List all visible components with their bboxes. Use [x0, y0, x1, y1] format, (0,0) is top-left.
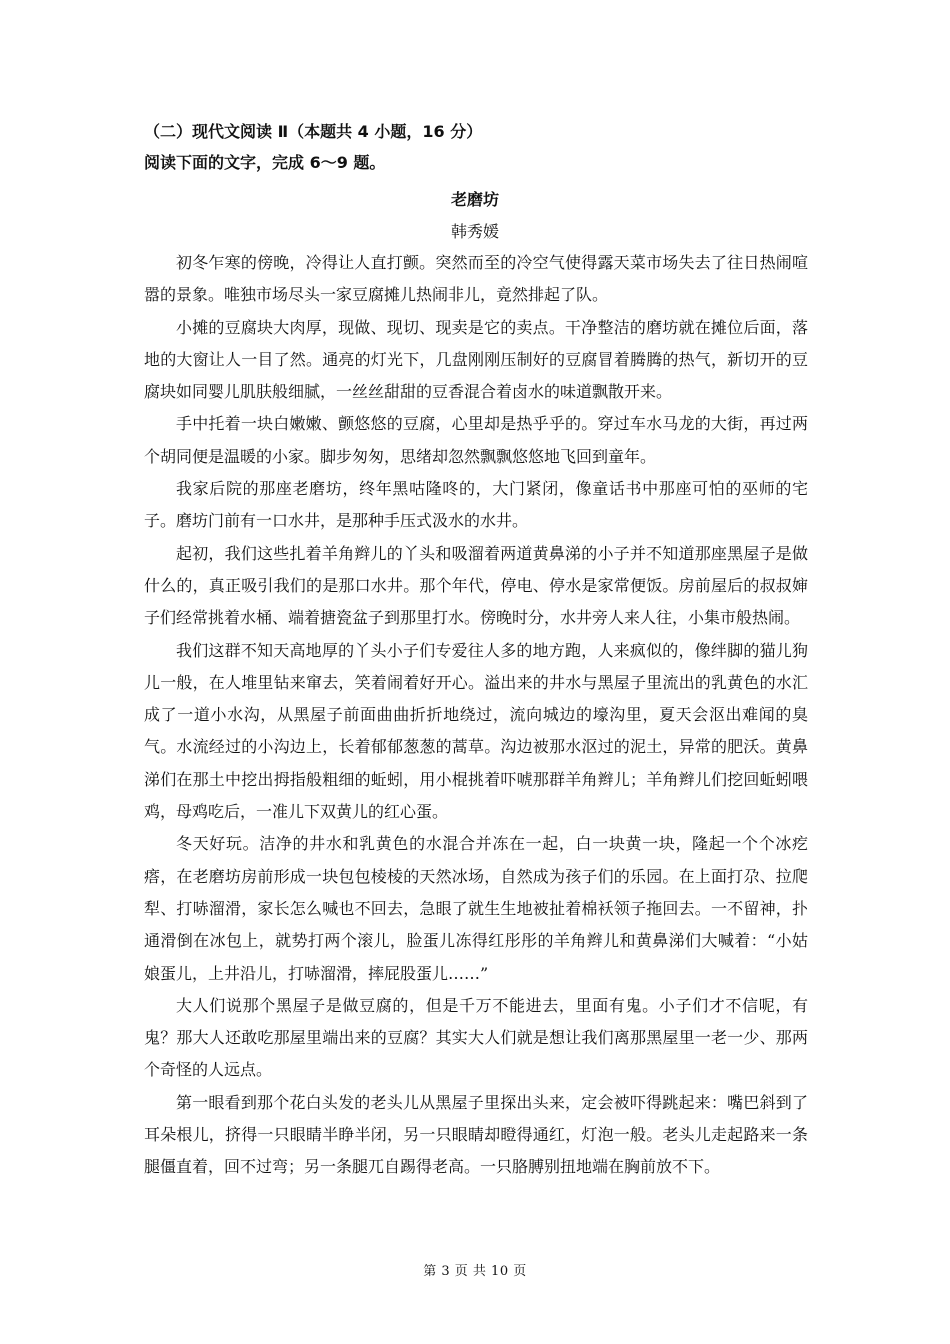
article-paragraph: 我家后院的那座老磨坊，终年黑咕隆咚的，大门紧闭，像童话书中那座可怕的巫师的宅子。磨坊门前有一口水井，是那种手压式汲水的水井。 — [144, 479, 808, 531]
article-title: 老磨坊 — [450, 190, 499, 209]
article-paragraph: 小摊的豆腐块大肉厚，现做、现切、现卖是它的卖点。干净整洁的磨坊就在摊位后面，落地的大窗让人一目了然。通亮的灯光下，几盘刚刚压制好的豆腐冒着腾腾的热气，新切开的豆腐块如同婴儿肌肤般细腻，一丝丝甜甜的豆香混合着卤水的味道飘散开来。 — [144, 317, 808, 402]
article-paragraph: 初冬乍寒的傍晚，冷得让人直打颤。突然而至的冷空气使得露天菜市场失去了往日热闹喧嚣的景象。唯独市场尽头一家豆腐摊儿热闹非儿，竟然排起了队。 — [144, 253, 808, 305]
article-author: 韩秀媛 — [450, 222, 499, 241]
article-paragraph: 第一眼看到那个花白头发的老头儿从黑屋子里探出头来，定会被吓得跳起来：嘴巴斜到了耳朵根儿，挤得一只眼睛半睁半闭，另一只眼睛却瞪得通红，灯泡一般。老头儿走起路来一条腿僵直着，回不过弯；另一条腿兀自踢得老高。一只胳膊别扭地端在胸前放不下。 — [144, 1092, 808, 1177]
article-paragraph: 我们这群不知天高地厚的丫头小子们专爱往人多的地方跑，人来疯似的，像绊脚的猫儿狗儿一般，在人堆里钻来窜去，笑着闹着好开心。溢出来的井水与黑屋子里流出的乳黄色的水汇成了一道小水沟，从黑屋子前面曲曲折折地绕过，流向城边的壕沟里，夏天会沤出难闻的臭气。水流经过的小沟边上，长着郁郁葱葱的蒿草。沟边被那水沤过的泥土，异常的肥沃。黄鼻涕们在那土中挖出拇指般粗细的蚯蚓，用小棍挑着吓唬那群羊角辫儿；羊角辫儿们挖回蚯蚓喂鸡，母鸡吃后，一准儿下双黄儿的红心蛋。 — [144, 640, 808, 822]
article-body — [144, 247, 808, 1184]
article-paragraph: 冬天好玩。洁净的井水和乳黄色的水混合并冻在一起，白一块黄一块，隆起一个个冰疙瘩，在老磨坊房前形成一块包包棱棱的天然冰场，自然成为孩子们的乐园。在上面打尕、拉爬犁、打哧溜滑，家长怎么喊也不回去，急眼了就生生地被扯着棉袄领子拖回去。一不留神，扑通滑倒在冰包上，就势打两个滚儿，脸蛋儿冻得红彤彤的羊角辫儿和黄鼻涕们大喊着：“小姑娘蛋儿，上井沿儿，打哧溜滑，摔屁股蛋儿……” — [144, 834, 808, 983]
article-paragraph: 手中托着一块白嫩嫩、颤悠悠的豆腐，心里却是热乎乎的。穿过车水马龙的大街，再过两个胡同便是温暖的小家。脚步匆匆，思绪却忽然飘飘悠悠地飞回到童年。 — [144, 414, 808, 466]
section-heading: （二）现代文阅读 Ⅱ（本题共 4 小题，16 分） — [144, 122, 483, 141]
page-number-footer: 第 3 页 共 10 页 — [423, 1264, 527, 1279]
article-paragraph: 起初，我们这些扎着羊角辫儿的丫头和吸溜着两道黄鼻涕的小子并不知道那座黑屋子是做什么的，真正吸引我们的是那口水井。那个年代，停电、停水是家常便饭。房前屋后的叔叔婶子们经常挑着水桶、端着搪瓷盆子到那里打水。傍晚时分，水井旁人来人往，小集市般热闹。 — [144, 543, 808, 628]
reading-instruction: 阅读下面的文字，完成 6～9 题。 — [144, 153, 386, 172]
article-paragraph: 大人们说那个黑屋子是做豆腐的，但是千万不能进去，里面有鬼。小子们才不信呢，有鬼？那大人还敢吃那屋里端出来的豆腐？其实大人们就是想让我们离那黑屋里一老一少、那两个奇怪的人远点。 — [144, 995, 808, 1080]
